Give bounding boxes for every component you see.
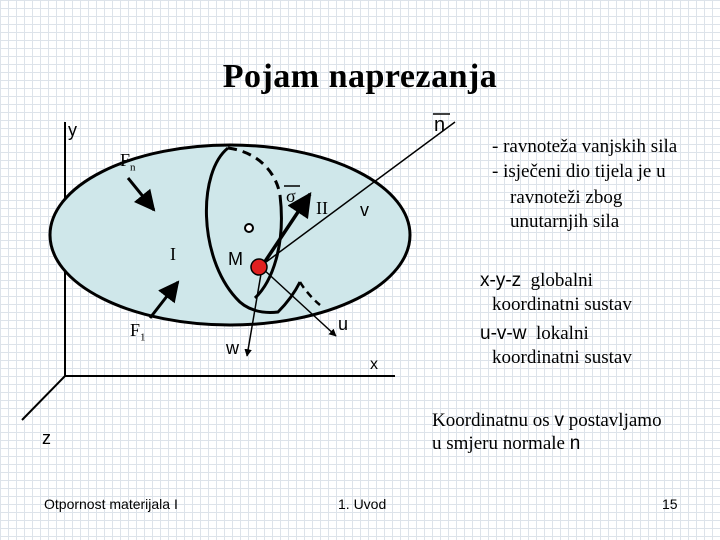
force-fn-subscript: n bbox=[130, 161, 136, 174]
footer-page-number: 15 bbox=[662, 496, 678, 512]
point-m bbox=[251, 259, 267, 275]
global-system-text: globalni bbox=[530, 270, 593, 291]
note-bullet-1: - ravnoteža vanjskih sila bbox=[492, 136, 678, 157]
section-point bbox=[245, 224, 253, 232]
part-ii-label: II bbox=[316, 198, 328, 218]
u-axis-label: u bbox=[338, 314, 349, 334]
x-axis-label: x bbox=[370, 356, 378, 373]
w-axis-label: w bbox=[226, 338, 239, 358]
normal-note-line2 bbox=[432, 433, 580, 455]
force-f1-label bbox=[130, 320, 146, 344]
note-bullet-3: ravnoteži zbog bbox=[510, 187, 623, 208]
slide-title: Pojam naprezanja bbox=[222, 58, 498, 95]
body-ellipse bbox=[50, 145, 410, 325]
global-system-line2: koordinatni sustav bbox=[492, 294, 632, 315]
local-system-line bbox=[480, 323, 589, 345]
local-system-line2: koordinatni sustav bbox=[492, 347, 632, 368]
normal-note-line1 bbox=[432, 410, 662, 432]
z-axis-line bbox=[22, 376, 65, 420]
footer-chapter: 1. Uvod bbox=[338, 496, 387, 512]
point-m-label: M bbox=[228, 249, 243, 269]
z-axis-label: z bbox=[42, 428, 51, 448]
normal-note-n: n bbox=[569, 433, 581, 454]
normal-note-text2: u smjeru normale bbox=[432, 433, 565, 454]
local-system-symbol: u-v-w bbox=[480, 323, 527, 344]
force-fn-symbol: F bbox=[120, 150, 131, 170]
sigma-n-label bbox=[286, 186, 301, 210]
note-bullet-2: - isječeni dio tijela je u bbox=[492, 161, 666, 182]
normal-note-end1: postavljamo bbox=[568, 410, 662, 431]
force-f1-subscript: 1 bbox=[140, 331, 146, 344]
footer-course: Otpornost materijala I bbox=[44, 496, 178, 512]
part-i-label: I bbox=[170, 244, 176, 264]
sigma-symbol: σ bbox=[286, 186, 296, 206]
global-system-symbol: x-y-z bbox=[480, 270, 522, 291]
force-f1-symbol: F bbox=[130, 320, 141, 340]
local-system-text: lokalni bbox=[535, 323, 589, 344]
sigma-subscript: n bbox=[295, 197, 302, 210]
y-axis-label: y bbox=[68, 120, 77, 140]
v-axis-label: v bbox=[360, 200, 369, 220]
global-system-line bbox=[480, 270, 593, 292]
note-bullet-4: unutarnjih sila bbox=[510, 211, 620, 232]
normal-note-v: v bbox=[554, 410, 564, 431]
n-label: n bbox=[434, 114, 446, 136]
normal-note-text1: Koordinatnu os bbox=[432, 410, 550, 431]
force-fn-label bbox=[120, 150, 136, 174]
